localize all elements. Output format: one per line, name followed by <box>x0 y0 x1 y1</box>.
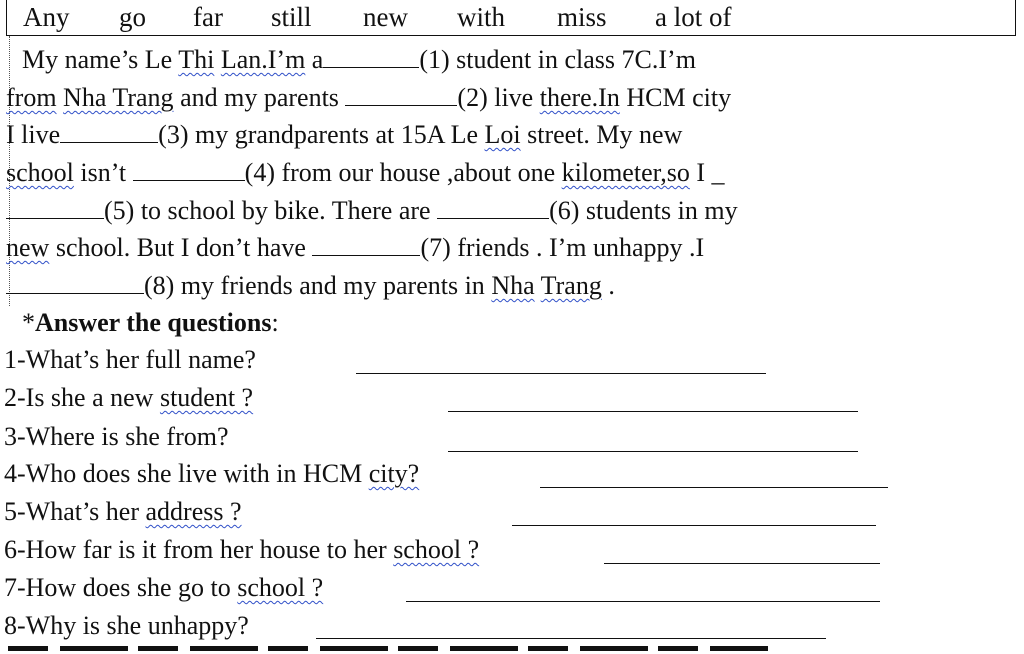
passage-line-7: (8) my friends and my parents in Nha Trang . <box>6 268 615 304</box>
question-6: 6-How far is it from her house to her school ? <box>4 535 480 564</box>
passage-line-1: My name’s Le Thi Lan.I’m a (1) student in class 7C.I’m <box>22 45 696 74</box>
word-still: still <box>271 2 312 32</box>
blank-5[interactable] <box>6 194 104 219</box>
word-any: Any <box>23 2 70 32</box>
answer-line-2[interactable] <box>448 411 858 412</box>
question-8: 8-Why is she unhappy? <box>4 611 249 640</box>
blank-8[interactable] <box>6 269 144 294</box>
answer-line-8[interactable] <box>316 638 826 639</box>
question-7: 7-How does she go to school ? <box>4 573 324 602</box>
word-box <box>6 0 1016 36</box>
blank-2[interactable] <box>345 81 457 106</box>
passage-line-4: school isn’t (4) from our house ,about one kilometer,so I _ <box>6 158 725 187</box>
blank-4[interactable] <box>133 156 245 181</box>
question-2: 2-Is she a new student ? <box>4 383 254 412</box>
cut-off-next-line <box>8 640 768 654</box>
blank-1[interactable] <box>323 43 419 68</box>
passage-line-5: (5) to school by bike. There are (6) students in my <box>6 193 738 229</box>
answer-line-4[interactable] <box>540 487 888 488</box>
answer-line-1[interactable] <box>356 373 766 374</box>
word-miss: miss <box>557 2 607 32</box>
word-new: new <box>363 2 408 32</box>
question-5: 5-What’s her address ? <box>4 497 242 526</box>
question-3: 3-Where is she from? <box>4 422 229 451</box>
word-a-lot-of: a lot of <box>655 2 732 32</box>
answer-line-3[interactable] <box>448 451 858 452</box>
word-far: far <box>193 2 223 32</box>
passage-line-3: I live (3) my grandparents at 15A Le Loi street. My new <box>6 120 683 149</box>
word-go: go <box>119 2 146 32</box>
passage-line-6: new school. But I don’t have (7) friends . I’m unhappy .I <box>6 233 705 262</box>
blank-6[interactable] <box>437 194 549 219</box>
question-4: 4-Who does she live with in HCM city? <box>4 459 420 488</box>
answer-line-7[interactable] <box>406 601 880 602</box>
answer-line-5[interactable] <box>512 525 876 526</box>
question-1: 1-What’s her full name? <box>4 345 256 374</box>
blank-3[interactable] <box>60 118 158 143</box>
word-with: with <box>457 2 506 32</box>
answer-heading: *Answer the questions: <box>22 308 279 337</box>
blank-7[interactable] <box>312 231 420 256</box>
passage-line-2: from Nha Trang and my parents (2) live there.In HCM city <box>6 83 732 112</box>
answer-line-6[interactable] <box>604 563 880 564</box>
